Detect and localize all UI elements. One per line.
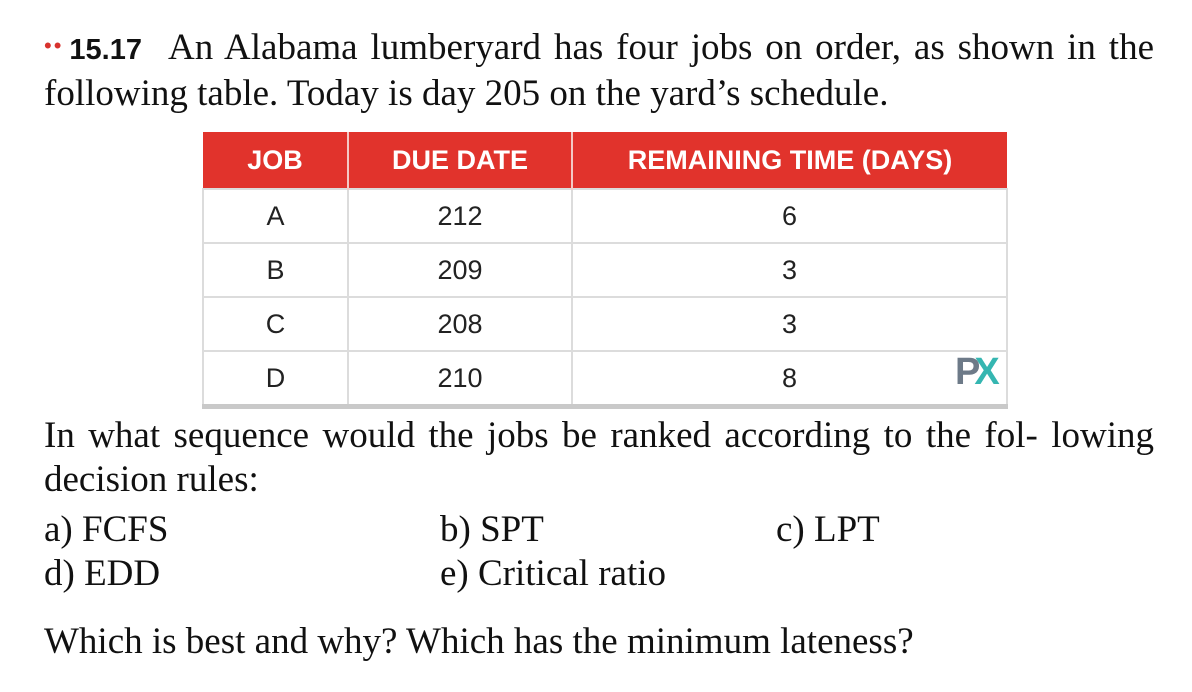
jobs-table [202,132,1008,409]
final-question: Which is best and why? Which has the minimum lateness? [44,621,914,662]
option-c: c) LPT [776,509,880,550]
table-header-row [203,132,1007,189]
header-remaining-time: REMAINING TIME (DAYS) [572,132,1007,189]
header-job: JOB [203,132,348,189]
problem-number: 15.17 [69,34,142,66]
cell-remaining-time: 3 [572,297,1007,351]
option-b: b) SPT [440,509,544,550]
px-logo-x: X [974,351,1000,393]
cell-due-date: 210 [348,351,572,407]
header-due-date: DUE DATE [348,132,572,189]
px-logo-icon [955,352,1000,392]
cell-job: D [203,351,348,407]
question-text: In what sequence would the jobs be ranked according to the fol- lowing decision rules: [44,415,1154,500]
table-row [203,351,1007,407]
table-row [203,297,1007,351]
option-a: a) FCFS [44,509,169,550]
cell-job: C [203,297,348,351]
cell-job: B [203,243,348,297]
option-e: e) Critical ratio [440,553,667,594]
cell-due-date: 208 [348,297,572,351]
problem-text: An Alabama lumberyard has four jobs on order, as shown in the following table. Today is day 205 on the yard’s schedule. [44,27,1154,114]
cell-remaining-time: 3 [572,243,1007,297]
cell-due-date: 209 [348,243,572,297]
table-row [203,189,1007,243]
cell-job: A [203,189,348,243]
table-row [203,243,1007,297]
px-logo-p: P [955,351,981,393]
difficulty-dots: •• [44,33,64,58]
cell-remaining-time: 8 [572,351,1007,407]
problem-statement [44,24,1154,116]
cell-due-date: 212 [348,189,572,243]
option-d: d) EDD [44,553,161,594]
cell-remaining-time: 6 [572,189,1007,243]
